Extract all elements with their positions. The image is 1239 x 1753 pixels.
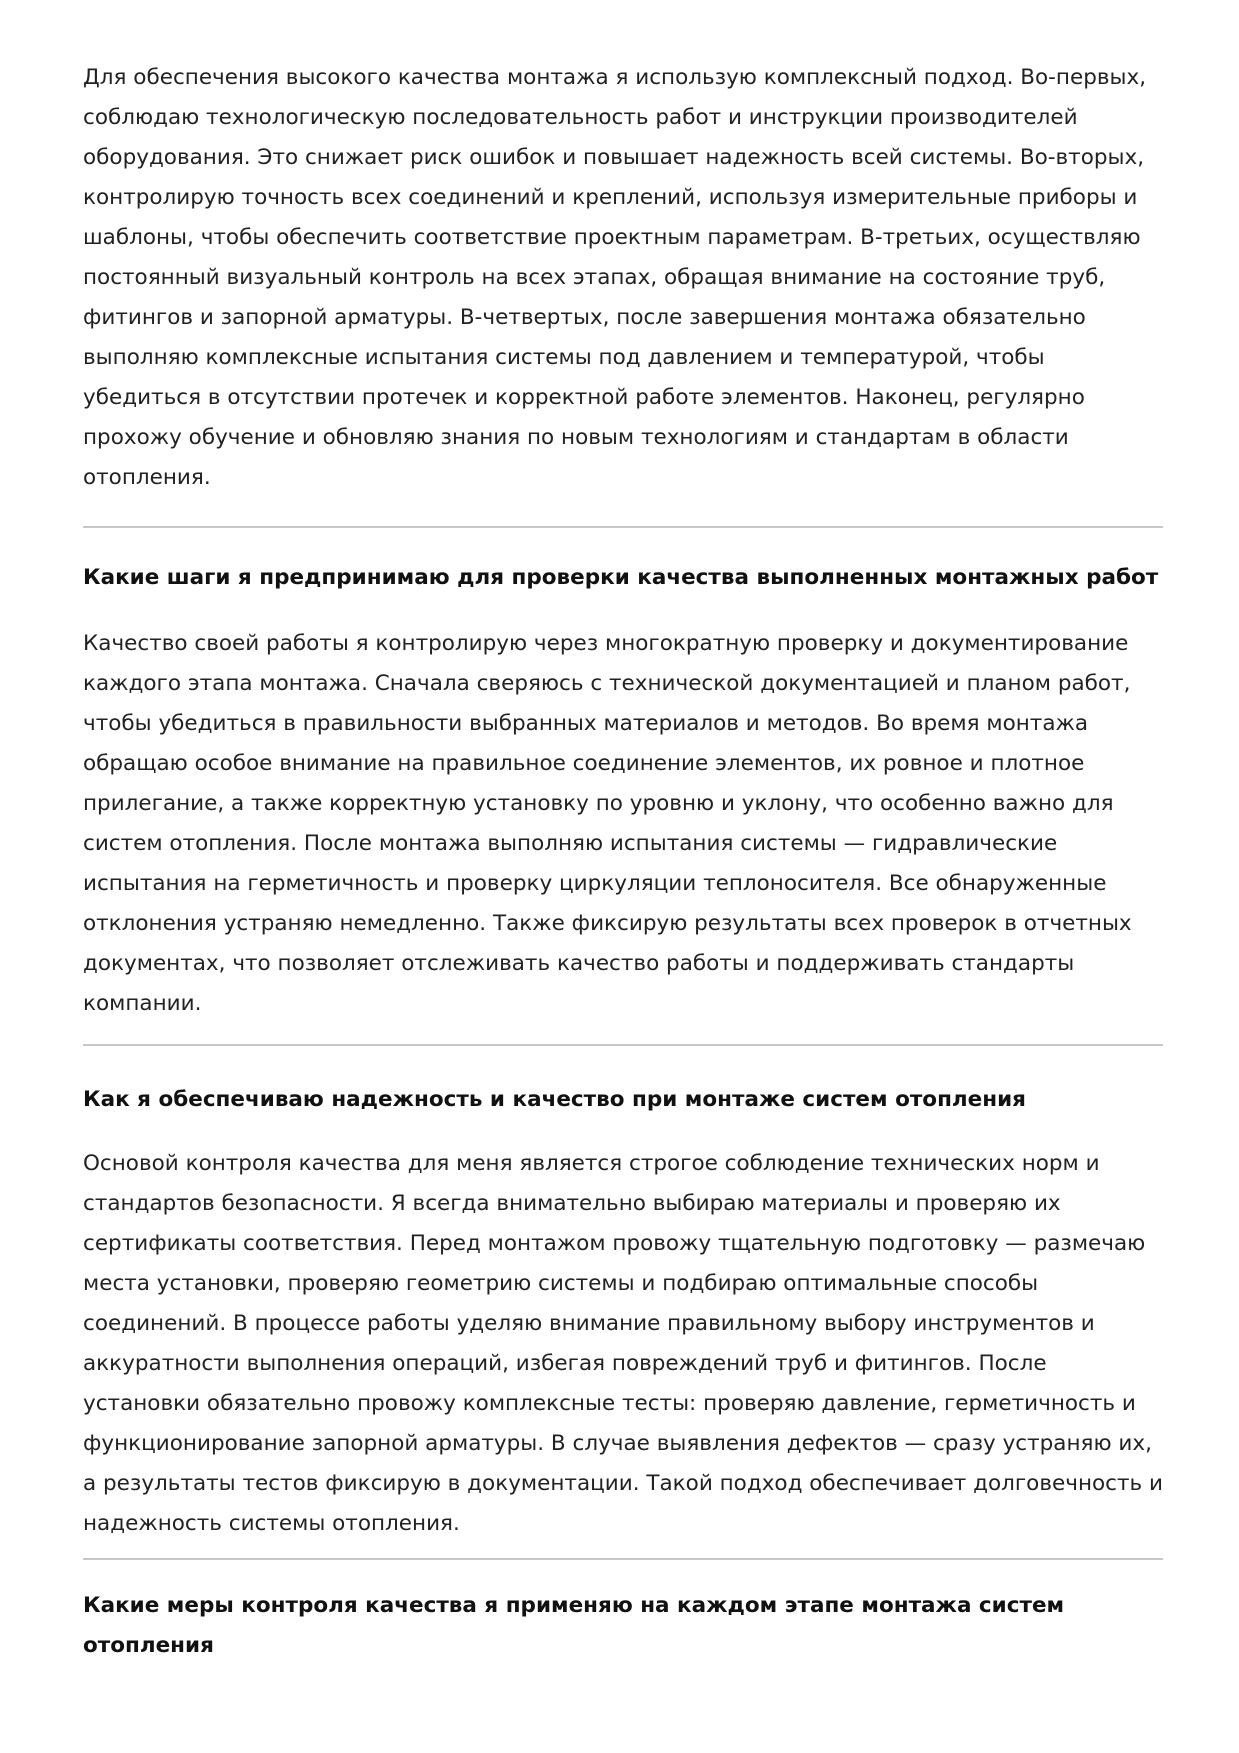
intro-paragraph: Для обеспечения высокого качества монтажа я использую комплексный подход. Во-первых, соблюдаю технологическую последовательность работ и инструкции производителей оборудования. Это снижает риск ошибок и повышает надежность всей системы. Во-вторых, контролирую точность всех соединений и креплений, используя измерительные приборы и шаблоны, чтобы обеспечить соответствие проектным параметрам. В-третьих, осуществляю постоянный визуальный контроль на всех этапах, обращая внимание на состояние труб, фитингов и запорной арматуры. В-четвертых, после завершения монтажа обязательно выполняю комплексные испытания системы под давлением и температурой, чтобы убедиться в отсутствии протечек и корректной работе элементов. Наконец, регулярно прохожу обучение и обновляю знания по новым технологиям и стандартам в области отопления. xyxy=(83,65,1147,490)
section-heading-quality-check-steps: Какие шаги я предпринимаю для проверки качества выполненных монтажных работ xyxy=(83,565,1159,590)
document-page xyxy=(83,58,1163,1666)
section-divider xyxy=(83,526,1163,528)
section-divider xyxy=(83,1558,1163,1560)
section-paragraph-reliability: Основой контроля качества для меня является строгое соблюдение технических норм и стандартов безопасности. Я всегда внимательно выбираю материалы и проверяю их сертификаты соответствия. Перед монтажом провожу тщательную подготовку — размечаю места установки, проверяю геометрию системы и подбираю оптимальные способы соединений. В процессе работы уделяю внимание правильному выбору инструментов и аккуратности выполнения операций, избегая повреждений труб и фитингов. После установки обязательно провожу комплексные тесты: проверяю давление, герметичность и функционирование запорной арматуры. В случае выявления дефектов — сразу устраняю их, а результаты тестов фиксирую в документации. Такой подход обеспечивает долговечность и надежность системы отопления. xyxy=(83,1151,1163,1536)
section-divider xyxy=(83,1044,1163,1046)
section-heading-reliability: Как я обеспечиваю надежность и качество при монтаже систем отопления xyxy=(83,1087,1026,1112)
section-heading-control-measures: Какие меры контроля качества я применяю на каждом этапе монтажа систем отопления xyxy=(83,1593,1065,1658)
section-paragraph-quality-check-steps: Качество своей работы я контролирую через многократную проверку и документирование каждого этапа монтажа. Сначала сверяюсь с технической документацией и планом работ, чтобы убедиться в правильности выбранных материалов и методов. Во время монтажа обращаю особое внимание на правильное соединение элементов, их ровное и плотное прилегание, а также корректную установку по уровню и уклону, что особенно важно для систем отопления. После монтажа выполняю испытания системы — гидравлические испытания на герметичность и проверку циркуляции теплоносителя. Все обнаруженные отклонения устраняю немедленно. Также фиксирую результаты всех проверок в отчетных документах, что позволяет отслеживать качество работы и поддерживать стандарты компании. xyxy=(83,631,1132,1016)
